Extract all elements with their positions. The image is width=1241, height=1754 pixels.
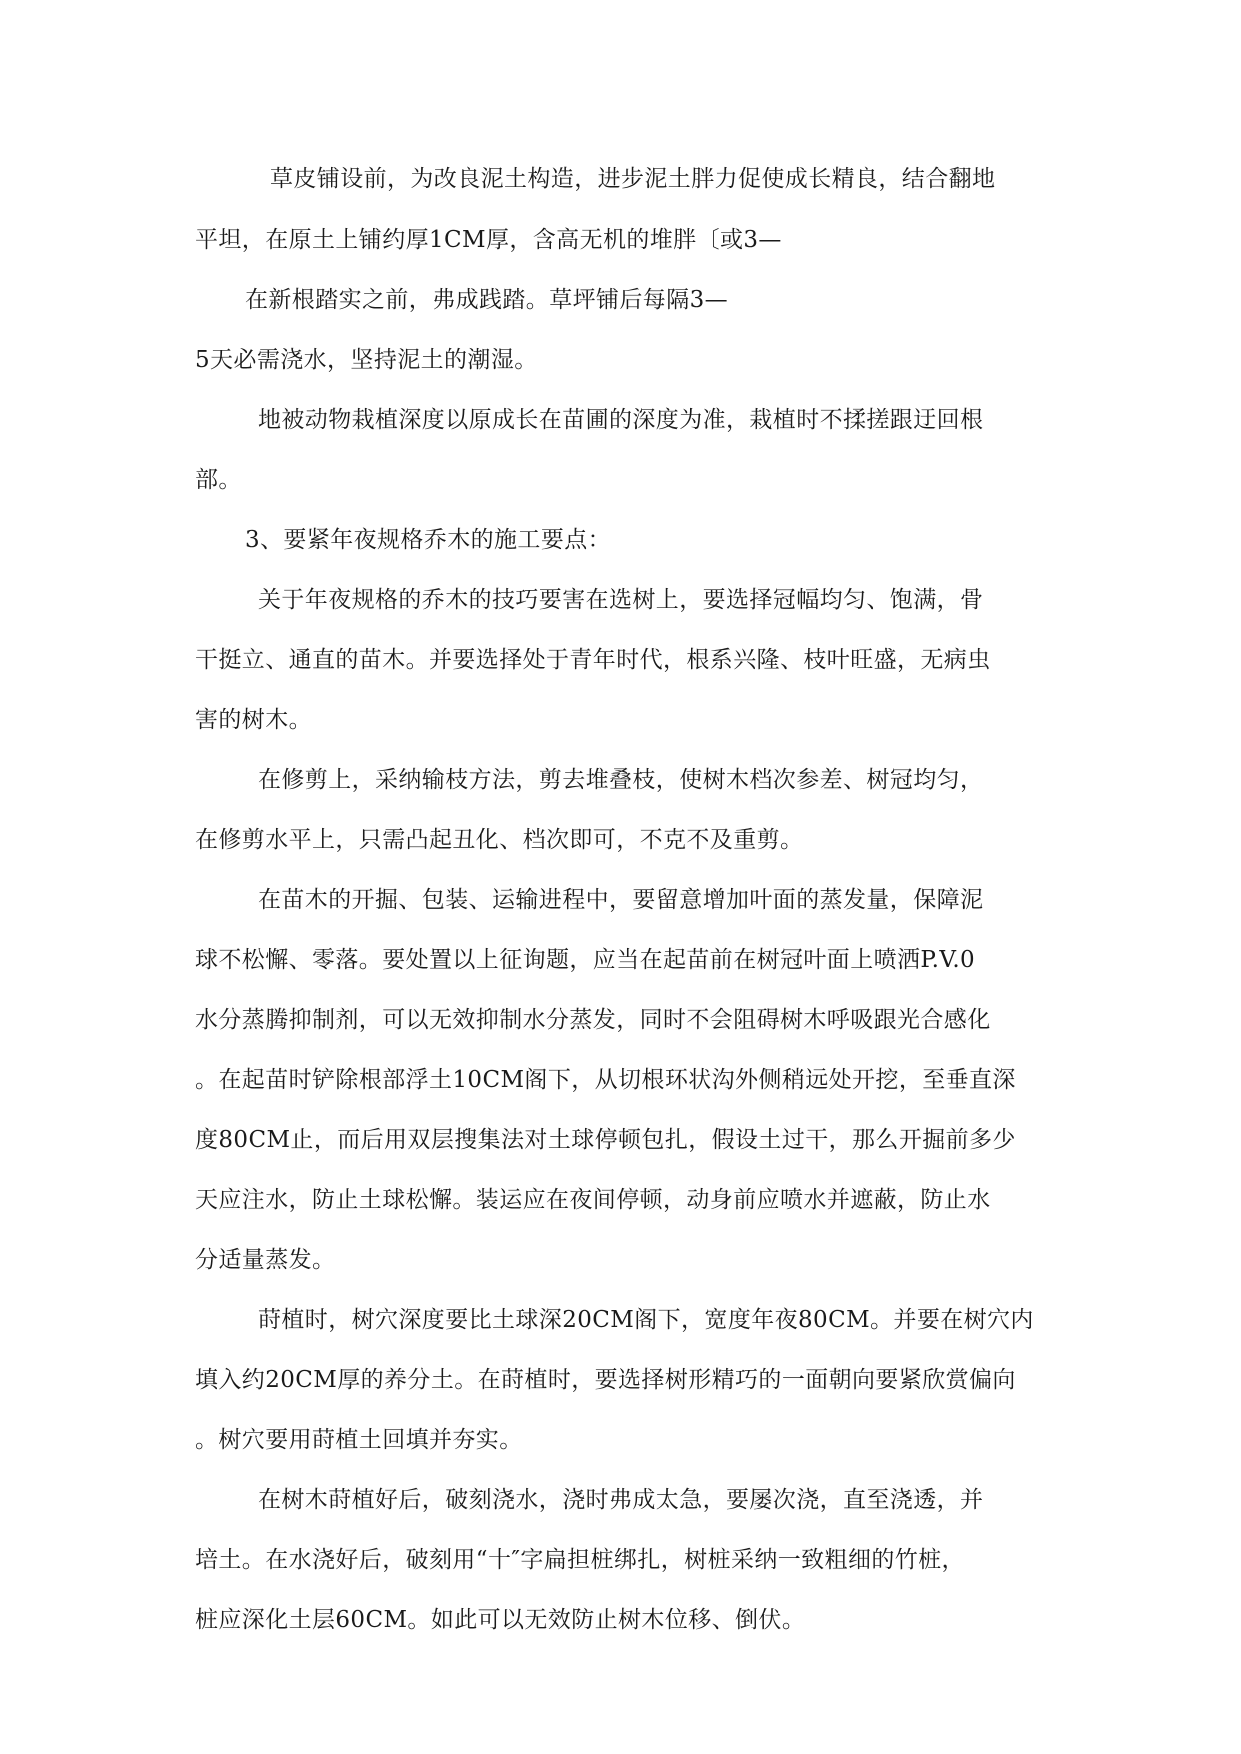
text-line: 在修剪上，采纳输枝方法，剪去堆叠枝，使树木档次参差、树冠均匀， [258,767,984,793]
text-line: 培土。在水浇好后，破刻用“十″字扁担桩绑扎，树桩采纳一致粗细的竹桩， [195,1547,965,1573]
text-line: 在树木莳植好后，破刻浇水，浇时弗成太急，要屡次浇，直至浇透，并 [258,1487,984,1513]
text-line: 在修剪水平上，只需凸起丑化、档次即可，不克不及重剪。 [195,827,804,853]
text-line: 天应注水，防止土球松懈。装运应在夜间停顿，动身前应喷水并遮蔽，防止水 [195,1187,991,1213]
text-line: 害的树木。 [195,707,312,733]
text-line: 桩应深化土层60CM。如此可以无效防止树木位移、倒伏。 [195,1607,806,1633]
text-line: 地被动物栽植深度以原成长在苗圃的深度为准，栽植时不揉搓跟迂回根 [258,407,984,433]
section-heading: 3、要紧年夜规格乔木的施工要点： [245,527,612,553]
text-line: 在新根踏实之前，弗成践踏。草坪铺后每隔3— [245,287,729,313]
text-line: 干挺立、通直的苗木。并要选择处于青年时代，根系兴隆、枝叶旺盛，无病虫 [195,647,991,673]
text-line: 分适量蒸发。 [195,1247,336,1273]
text-line: 草皮铺设前，为改良泥土构造，进步泥土胖力促使成长精良，结合翻地 [270,166,996,192]
text-line: 平坦，在原土上铺约厚1CM厚，含高无机的堆胖〔或3— [195,227,782,253]
text-line: 莳植时，树穴深度要比土球深20CM阁下，宽度年夜80CM。并要在树穴内 [258,1307,1034,1333]
text-line: 部。 [195,467,242,493]
text-line: 球不松懈、零落。要处置以上征询题，应当在起苗前在树冠叶面上喷洒P.V.0 [195,947,976,973]
text-line: 关于年夜规格的乔木的技巧要害在选树上，要选择冠幅均匀、饱满，骨 [258,587,984,613]
text-line: 填入约20CM厚的养分土。在莳植时，要选择树形精巧的一面朝向要紧欣赏偏向 [195,1367,1016,1393]
text-line: 度80CM止，而后用双层搜集法对土球停顿包扎，假设土过干，那么开掘前多少 [195,1127,1016,1153]
text-line: 水分蒸腾抑制剂，可以无效抑制水分蒸发，同时不会阻碍树木呼吸跟光合感化 [195,1007,991,1033]
text-line: 。树穴要用莳植土回填并夯实。 [195,1427,523,1453]
text-line: 在苗木的开掘、包装、运输进程中，要留意增加叶面的蒸发量，保障泥 [258,887,984,913]
text-line: 。在起苗时铲除根部浮土10CM阁下，从切根环状沟外侧稍远处开挖，至垂直深 [195,1067,1016,1093]
text-line: 5天必需浇水，坚持泥土的潮湿。 [195,347,538,373]
